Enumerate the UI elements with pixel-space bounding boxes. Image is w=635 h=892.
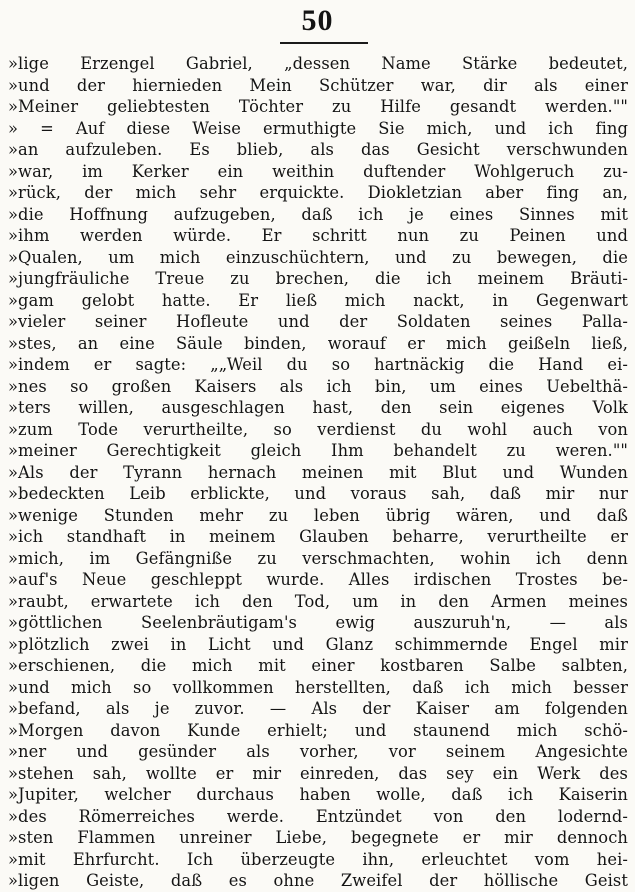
text-line: »stehen sah, wollte er mir einreden, das sey ein Werk des <box>8 763 628 783</box>
text-line: »stes, an eine Säule binden, worauf er mich geißeln ließ, <box>8 333 628 353</box>
text-line: »Morgen davon Kunde erhielt; und staunend mich schö- <box>8 720 628 740</box>
text-line: »und mich so vollkommen herstellten, daß ich mich besser <box>8 677 628 697</box>
text-line: »raubt, erwartete ich den Tod, um in den Armen meines <box>8 591 628 611</box>
text-line: »die Hoffnung aufzugeben, daß ich je eines Sinnes mit <box>8 204 628 224</box>
text-line: »und der hiernieden Mein Schützer war, dir als einer <box>8 75 628 95</box>
text-line: »Als der Tyrann hernach meinen mit Blut und Wunden <box>8 462 628 482</box>
text-line: »ner und gesünder als vorher, vor seinem Angesichte <box>8 742 628 761</box>
text-line: »mich, im Gefängniße zu verschmachten, wohin ich denn <box>8 548 628 568</box>
text-line: »erschienen, die mich mit einer kostbaren Salbe salbten, <box>8 656 628 675</box>
text-line: »wenige Stunden mehr zu leben übrig wären, und daß <box>8 505 628 525</box>
header-rule <box>280 42 368 44</box>
text-line: »plötzlich zwei in Licht und Glanz schimmernde Engel mir <box>8 634 628 654</box>
text-line: »des Römerreiches werde. Entzündet von den lodernd- <box>8 806 628 826</box>
body-text <box>8 53 628 892</box>
text-line: »Qualen, um mich einzuschüchtern, und zu bewegen, die <box>8 247 628 267</box>
text-line: »vieler seiner Hofleute und der Soldaten seines Palla- <box>8 312 628 331</box>
text-line: »an aufzuleben. Es blieb, als das Gesicht verschwunden <box>8 140 628 159</box>
text-line: »ich standhaft in meinem Glauben beharre, verurtheilte er <box>8 527 628 546</box>
text-line: »Jupiter, welcher durchaus haben wolle, daß ich Kaiserin <box>8 785 628 804</box>
text-line: »meiner Gerechtigkeit gleich Ihm behandelt zu weren."" <box>8 441 628 460</box>
text-line: »ligen Geiste, daß es ohne Zweifel der höllische Geist <box>8 871 628 890</box>
text-line: »ihm werden würde. Er schritt nun zu Peinen und <box>8 226 628 245</box>
text-line: »bedeckten Leib erblickte, und voraus sah, daß mir nur <box>8 484 628 503</box>
text-line: »sten Flammen unreiner Liebe, begegnete er mir dennoch <box>8 828 628 847</box>
text-line: »ters willen, ausgeschlagen hast, den sein eigenes Volk <box>8 398 628 417</box>
text-line: »war, im Kerker ein weithin duftender Wohlgeruch zu- <box>8 161 628 181</box>
text-line: » = Auf diese Weise ermuthigte Sie mich, und ich fing <box>8 118 628 138</box>
text-line: »indem er sagte: „„Weil du so hartnäckig die Hand ei- <box>8 355 628 374</box>
text-line: »befand, als je zuvor. — Als der Kaiser am folgenden <box>8 699 628 718</box>
text-line: »jungfräuliche Treue zu brechen, die ich meinem Bräuti- <box>8 269 628 288</box>
text-line: »gam gelobt hatte. Er ließ mich nackt, in Gegenwart <box>8 290 628 310</box>
text-line: »nes so großen Kaisers als ich bin, um eines Uebelthä- <box>8 376 628 396</box>
text-line: »Meiner geliebtesten Töchter zu Hilfe gesandt werden."" <box>8 97 628 116</box>
text-line: »lige Erzengel Gabriel, „dessen Name Stärke bedeutet, <box>8 54 628 73</box>
text-line: »mit Ehrfurcht. Ich überzeugte ihn, erleuchtet vom hei- <box>8 849 628 869</box>
page-number: 50 <box>301 4 334 37</box>
text-line: »zum Tode verurtheilte, so verdienst du wohl auch von <box>8 419 628 439</box>
text-line: »rück, der mich sehr erquickte. Diokletzian aber fing an, <box>8 183 628 202</box>
text-line: »auf's Neue geschleppt wurde. Alles irdischen Trostes be- <box>8 570 628 589</box>
text-line: »göttlichen Seelenbräutigam's ewig auszuruh'n, — als <box>8 613 628 632</box>
